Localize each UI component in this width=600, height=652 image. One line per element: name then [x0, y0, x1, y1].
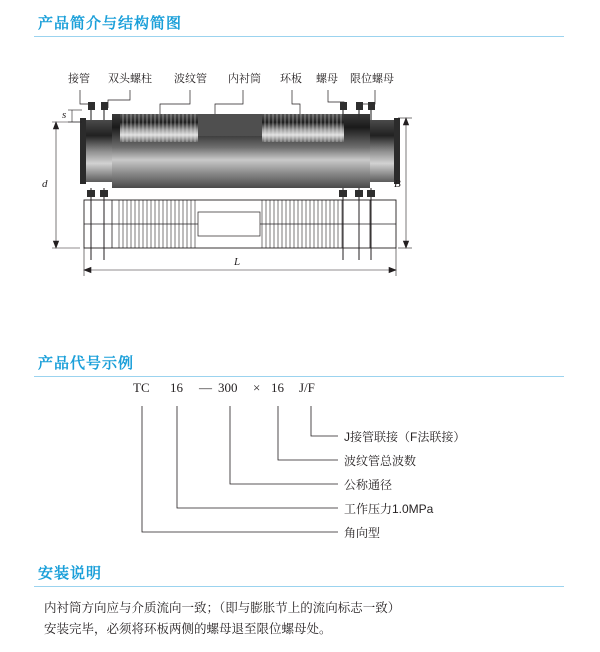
dimension-label-s: s	[62, 109, 67, 121]
code-token-dash: —	[199, 380, 212, 395]
code-token-series: TC	[133, 380, 150, 395]
section-divider-intro	[34, 36, 564, 37]
callout-label-3: 内衬筒	[228, 73, 261, 85]
section-title-intro: 产品简介与结构简图	[38, 15, 183, 32]
dimension-label-d: d	[42, 178, 48, 190]
install-instructions	[44, 598, 564, 640]
dimension-label-L: L	[234, 256, 241, 268]
code-token-waves: 16	[271, 380, 284, 395]
dimension-label-B: B	[394, 178, 401, 190]
callout-label-4: 环板	[280, 73, 302, 85]
code-desc-type: 角向型	[344, 526, 381, 540]
section-title-install: 安装说明	[38, 565, 103, 582]
product-code-leader-lines	[0, 380, 600, 550]
install-line-2: 安装完毕，必须将环板两侧的螺母退至限位螺母处。	[44, 622, 332, 636]
callout-label-0: 接管	[68, 73, 90, 85]
code-token-times: ×	[253, 380, 261, 395]
code-token-diameter: 300	[218, 380, 238, 395]
section-divider-code	[34, 376, 564, 377]
structure-diagram	[0, 60, 600, 290]
code-token-connection: J/F	[299, 380, 315, 395]
callout-label-1: 双头螺柱	[108, 73, 152, 85]
install-line-1: 内衬筒方向应与介质流向一致；（即与膨胀节上的流向标志一致）	[44, 601, 401, 615]
code-desc-waves: 波纹管总波数	[344, 454, 417, 468]
callout-label-5: 螺母	[316, 73, 338, 85]
code-token-pressure: 16	[170, 380, 183, 395]
product-code-example	[0, 380, 600, 550]
section-title-code: 产品代号示例	[38, 355, 135, 372]
code-desc-diameter: 公称通径	[344, 478, 393, 492]
callout-label-6: 限位螺母	[350, 73, 394, 85]
code-desc-connection: J接管联接（F法联接）	[344, 430, 466, 444]
structure-diagram-svg	[0, 60, 600, 290]
code-desc-pressure: 工作压力1.0MPa	[344, 502, 434, 516]
section-divider-install	[34, 586, 564, 587]
callout-label-2: 波纹管	[174, 73, 207, 85]
